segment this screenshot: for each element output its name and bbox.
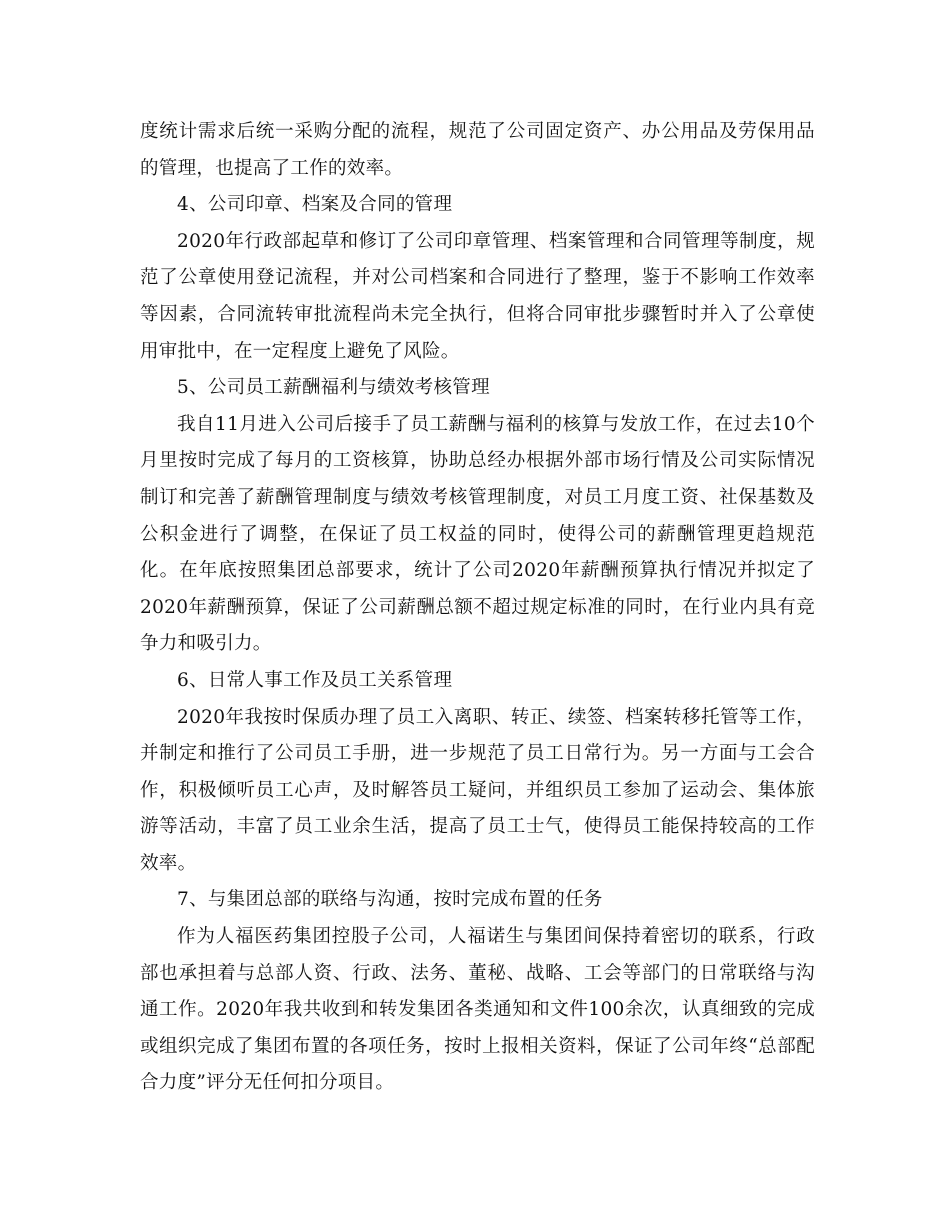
paragraph-continuation: 度统计需求后统一采购分配的流程，规范了公司固定资产、办公用品及劳保用品的管理，也提高了工作的效率。 bbox=[140, 121, 815, 179]
paragraph-seal-archive-contract: 2020年行政部起草和修订了公司印章管理、档案管理和合同管理等制度，规范了公章使用登记流程，并对公司档案和合同进行了整理，鉴于不影响工作效率等因素，合同流转审批流程尚未完全执行，但将合同审批步骤暂时并入了公章使用审批中，在一定程度上避免了风险。 bbox=[140, 230, 815, 362]
paragraph-group-liaison: 作为人福医药集团控股子公司，人福诺生与集团间保持着密切的联系，行政部也承担着与总部人资、行政、法务、董秘、战略、工会等部门的日常联络与沟通工作。2020年我共收到和转发集团各类通知和文件100余次，认真细致的完成或组织完成了集团布置的各项任务，按时上报相关资料，保证了公司年终“总部配合力度”评分无任何扣分项目。 bbox=[140, 926, 815, 1094]
section-heading-4: 4、公司印章、档案及合同的管理 bbox=[177, 194, 453, 216]
section-heading-6: 6、日常人事工作及员工关系管理 bbox=[177, 669, 453, 691]
section-heading-7: 7、与集团总部的联络与沟通，按时完成布置的任务 bbox=[177, 889, 603, 911]
paragraph-salary-performance: 我自11月进入公司后接手了员工薪酬与福利的核算与发放工作，在过去10个月里按时完成了每月的工资核算，协助总经办根据外部市场行情及公司实际情况制订和完善了薪酬管理制度与绩效考核管理制度，对员工月度工资、社保基数及公积金进行了调整，在保证了员工权益的同时，使得公司的薪酬管理更趋规范化。在年底按照集团总部要求，统计了公司2020年薪酬预算执行情况并拟定了2020年薪酬预算，保证了公司薪酬总额不超过规定标准的同时，在行业内具有竞争力和吸引力。 bbox=[140, 413, 815, 655]
document-body bbox=[140, 114, 815, 1102]
paragraph-personnel-relations: 2020年我按时保质办理了员工入离职、转正、续签、档案转移托管等工作，并制定和推行了公司员工手册，进一步规范了员工日常行为。另一方面与工会合作，积极倾听员工心声，及时解答员工疑问，并组织员工参加了运动会、集体旅游等活动，丰富了员工业余生活，提高了员工士气，使得员工能保持较高的工作效率。 bbox=[140, 706, 815, 874]
section-heading-5: 5、公司员工薪酬福利与绩效考核管理 bbox=[177, 377, 490, 399]
